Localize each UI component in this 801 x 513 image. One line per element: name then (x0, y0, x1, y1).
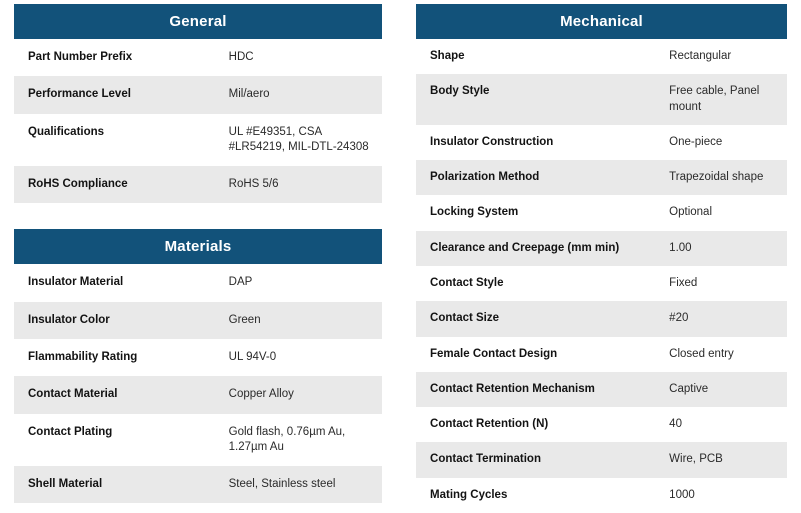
row-value: HDC (215, 39, 382, 76)
row-value: RoHS 5/6 (215, 166, 382, 203)
table-row (14, 339, 382, 376)
table-row (416, 74, 787, 125)
row-label: Contact Plating (14, 414, 215, 467)
row-value: 1000 (655, 478, 787, 513)
right-column (416, 4, 787, 501)
row-value: Trapezoidal shape (655, 160, 787, 195)
row-value: Fixed (655, 266, 787, 301)
row-value: Gold flash, 0.76µm Au, 1.27µm Au (215, 414, 382, 467)
table-row (14, 166, 382, 203)
table-row (416, 160, 787, 195)
table-row (14, 264, 382, 301)
row-value: Green (215, 302, 382, 339)
table-row (416, 337, 787, 372)
table-row (14, 302, 382, 339)
table-row (14, 376, 382, 413)
table-row (14, 39, 382, 76)
table-row (14, 414, 382, 467)
table-row (416, 195, 787, 230)
row-label: Shape (416, 39, 655, 74)
spec-table-general (14, 39, 382, 203)
spec-table-materials (14, 264, 382, 503)
row-label: RoHS Compliance (14, 166, 215, 203)
row-value: #20 (655, 301, 787, 336)
table-row (416, 125, 787, 160)
row-value: Steel, Stainless steel (215, 466, 382, 503)
table-row (416, 442, 787, 477)
row-label: Shell Material (14, 466, 215, 503)
row-label: Insulator Material (14, 264, 215, 301)
left-column (14, 4, 382, 489)
row-value: Captive (655, 372, 787, 407)
row-label: Body Style (416, 74, 655, 125)
row-label: Locking System (416, 195, 655, 230)
table-row (416, 407, 787, 442)
row-value: Wire, PCB (655, 442, 787, 477)
row-label: Polarization Method (416, 160, 655, 195)
spec-table-mechanical (416, 39, 787, 513)
table-row (416, 266, 787, 301)
table-row (416, 231, 787, 266)
table-row (416, 39, 787, 74)
row-value: Rectangular (655, 39, 787, 74)
row-value: UL #E49351, CSA #LR54219, MIL-DTL-24308 (215, 114, 382, 167)
row-label: Clearance and Creepage (mm min) (416, 231, 655, 266)
row-label: Contact Style (416, 266, 655, 301)
row-value: DAP (215, 264, 382, 301)
row-label: Contact Material (14, 376, 215, 413)
table-block-mechanical (416, 4, 787, 513)
table-row (416, 372, 787, 407)
table-title-materials: Materials (14, 229, 382, 264)
row-value: Optional (655, 195, 787, 230)
row-label: Mating Cycles (416, 478, 655, 513)
row-value: Copper Alloy (215, 376, 382, 413)
row-label: Contact Termination (416, 442, 655, 477)
row-label: Insulator Construction (416, 125, 655, 160)
row-label: Insulator Color (14, 302, 215, 339)
table-block-materials (14, 229, 382, 503)
row-label: Contact Size (416, 301, 655, 336)
table-row (14, 466, 382, 503)
row-label: Part Number Prefix (14, 39, 215, 76)
row-label: Qualifications (14, 114, 215, 167)
table-title-general: General (14, 4, 382, 39)
row-label: Performance Level (14, 76, 215, 113)
row-label: Flammability Rating (14, 339, 215, 376)
row-label: Contact Retention Mechanism (416, 372, 655, 407)
table-row (14, 76, 382, 113)
row-value: Mil/aero (215, 76, 382, 113)
table-row (14, 114, 382, 167)
row-label: Contact Retention (N) (416, 407, 655, 442)
row-value: UL 94V-0 (215, 339, 382, 376)
row-label: Female Contact Design (416, 337, 655, 372)
row-value: One-piece (655, 125, 787, 160)
table-row (416, 478, 787, 513)
row-value: Free cable, Panel mount (655, 74, 787, 125)
row-value: 1.00 (655, 231, 787, 266)
table-title-mechanical: Mechanical (416, 4, 787, 39)
row-value: 40 (655, 407, 787, 442)
table-row (416, 301, 787, 336)
row-value: Closed entry (655, 337, 787, 372)
table-block-general (14, 4, 382, 203)
